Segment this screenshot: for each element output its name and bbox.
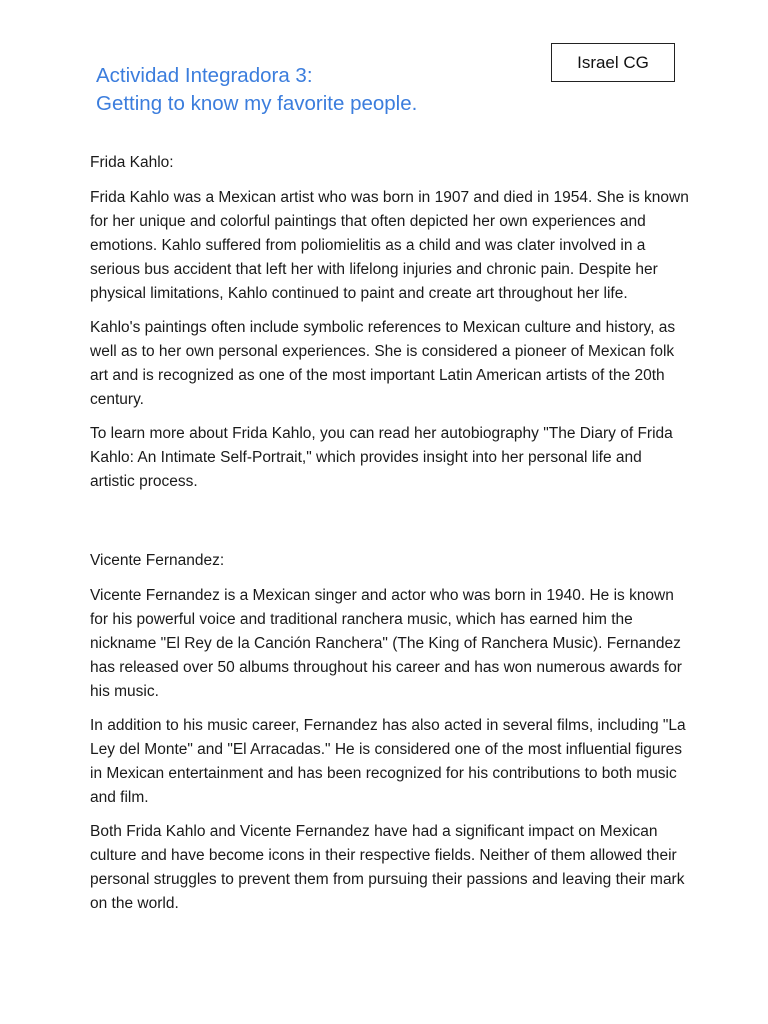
section-heading-vicente: Vicente Fernandez: xyxy=(90,552,225,569)
document-body xyxy=(90,151,690,926)
section-heading-frida: Frida Kahlo: xyxy=(90,154,174,171)
document-title xyxy=(96,62,536,118)
paragraph: Both Frida Kahlo and Vicente Fernandez have had a significant impact on Mexican culture and have become icons in their respective fields. Neither of them allowed their personal struggles to prevent them from pursuing their passions and leaving their mark on the world. xyxy=(90,823,685,912)
paragraph: Kahlo's paintings often include symbolic references to Mexican culture and history, as well as to her own personal experiences. She is considered a pioneer of Mexican folk art and is recognized as one of the most important Latin American artists of the 20th century. xyxy=(90,319,676,408)
paragraph: To learn more about Frida Kahlo, you can read her autobiography "The Diary of Frida Kahlo: An Intimate Self-Portrait," which provides insight into her personal life and artistic process. xyxy=(90,425,673,490)
paragraph: In addition to his music career, Fernandez has also acted in several films, including "La Ley del Monte" and "El Arracadas." He is considered one of the most influential figures in Mexican entertainment and has been recognized for his contributions to both music and film. xyxy=(90,717,686,806)
title-line-2: Getting to know my favorite people. xyxy=(96,92,418,115)
title-line-1: Actividad Integradora 3: xyxy=(96,64,313,87)
author-name-box xyxy=(551,43,675,82)
paragraph: Frida Kahlo was a Mexican artist who was born in 1907 and died in 1954. She is known for her unique and colorful paintings that often depicted her own experiences and emotions. Kahlo suffered from poliomielitis as a child and was clater involved in a serious bus accident that left her with lifelong injuries and chronic pain. Despite her physical limitations, Kahlo continued to paint and create art throughout her life. xyxy=(90,189,689,302)
author-name: Israel CG xyxy=(577,52,649,72)
paragraph: Vicente Fernandez is a Mexican singer and actor who was born in 1940. He is known for his powerful voice and traditional ranchera music, which has earned him the nickname "El Rey de la Canción Ranchera" (The King of Ranchera Music). Fernandez has released over 50 albums throughout his career and has won numerous awards for his music. xyxy=(90,587,682,700)
section-spacer xyxy=(90,504,690,549)
